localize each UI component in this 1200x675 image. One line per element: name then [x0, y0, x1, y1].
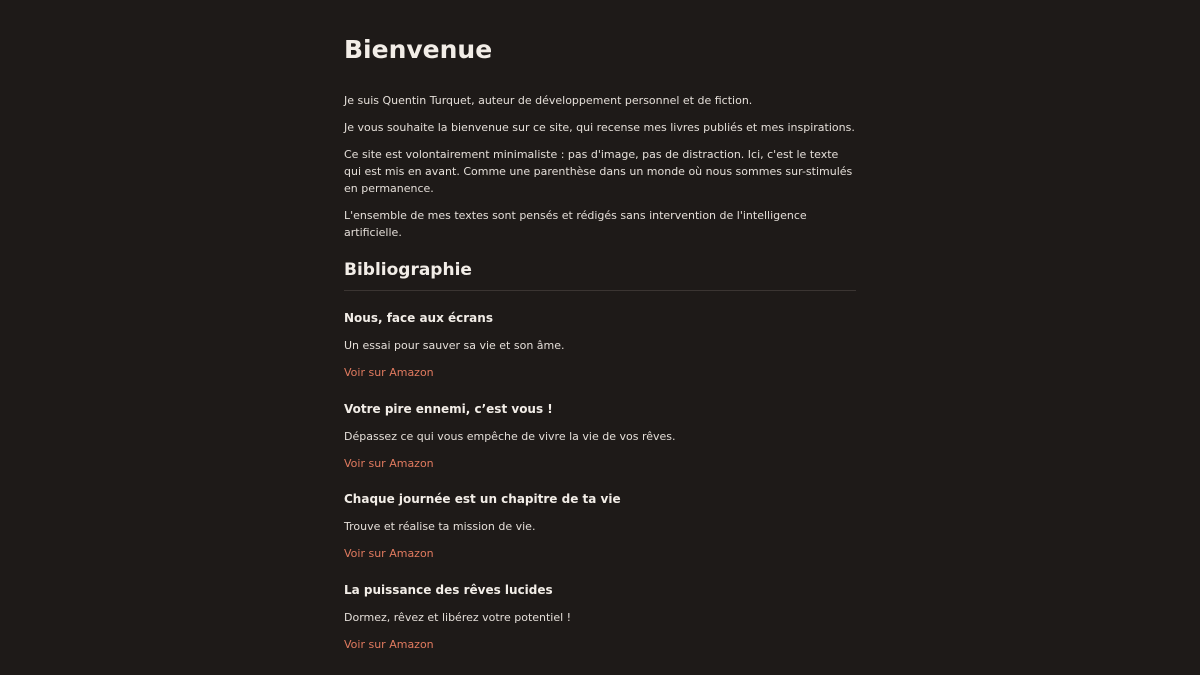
- section-divider: [344, 290, 856, 291]
- book-description: Trouve et réalise ta mission de vie.: [344, 520, 536, 533]
- intro-paragraph: Je vous souhaite la bienvenue sur ce site, qui recense mes livres publiés et mes inspirations.: [344, 121, 855, 134]
- page-title: Bienvenue: [344, 35, 493, 64]
- amazon-link[interactable]: Voir sur Amazon: [344, 457, 434, 470]
- intro-paragraph: Je suis Quentin Turquet, auteur de développement personnel et de fiction.: [344, 94, 753, 107]
- amazon-link[interactable]: Voir sur Amazon: [344, 547, 434, 560]
- intro-paragraph: Ce site est volontairement minimaliste : pas d'image, pas de distraction. Ici, c'est le texte qui est mis en avant. Comme une parenthèse dans un monde où nous sommes sur-stimulés en permanence.: [344, 148, 853, 195]
- amazon-link[interactable]: Voir sur Amazon: [344, 366, 434, 379]
- book-title: La puissance des rêves lucides: [344, 583, 553, 597]
- book-title: Chaque journée est un chapitre de ta vie: [344, 492, 621, 506]
- book-description: Un essai pour sauver sa vie et son âme.: [344, 339, 565, 352]
- bibliography-title: Bibliographie: [344, 260, 472, 280]
- book-description: Dépassez ce qui vous empêche de vivre la vie de vos rêves.: [344, 430, 676, 443]
- intro-section: [344, 92, 856, 251]
- book-title: Votre pire ennemi, c’est vous !: [344, 402, 553, 416]
- intro-paragraph: L'ensemble de mes textes sont pensés et rédigés sans intervention de l'intelligence artificielle.: [344, 209, 807, 239]
- amazon-link[interactable]: Voir sur Amazon: [344, 638, 434, 651]
- book-description: Dormez, rêvez et libérez votre potentiel !: [344, 611, 572, 624]
- book-title: Nous, face aux écrans: [344, 311, 493, 325]
